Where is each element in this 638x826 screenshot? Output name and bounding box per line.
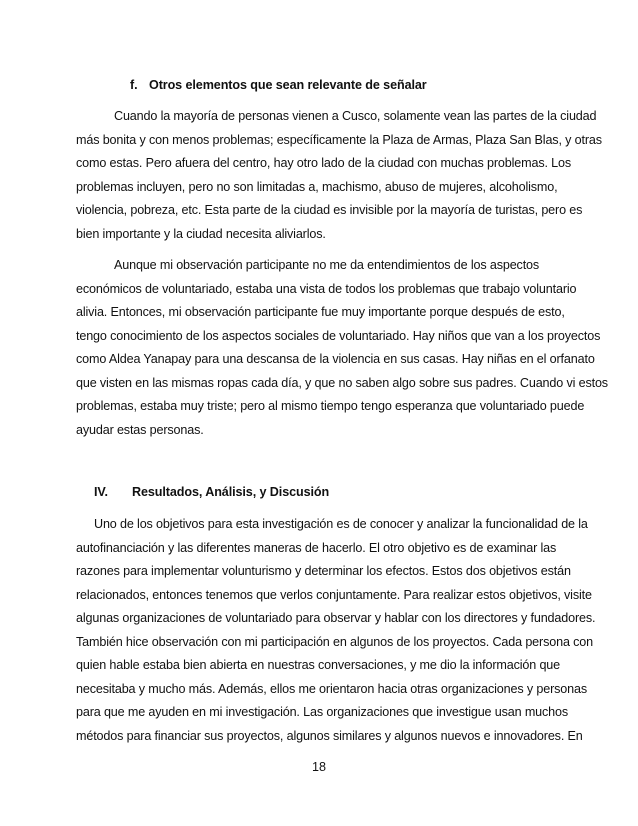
paragraph-3-line: quien hable estaba bien abierta en nuestras conversaciones, y me dio la información que (76, 658, 561, 672)
paragraph-3-line: autofinanciación y las diferentes maneras de hacerlo. El otro objetivo es de examinar las (76, 541, 557, 555)
paragraph-3-line: para que me ayuden en mi investigación. Las organizaciones que investigue usan muchos (76, 705, 569, 719)
paragraph-1-line: más bonita y con menos problemas; específicamente la Plaza de Armas, Plaza San Blas, y otras (76, 133, 602, 147)
paragraph-3-line: También hice observación con mi participación en algunos de los proyectos. Cada persona con (76, 635, 593, 649)
paragraph-2-line: ayudar estas personas. (76, 423, 204, 437)
paragraph-2-line: tengo conocimiento de los aspectos sociales de voluntariado. Hay niños que van a los proyectos (76, 329, 601, 343)
section-iv-marker: IV. (94, 485, 108, 499)
paragraph-3-line: Uno de los objetivos para esta investigación es de conocer y analizar la funcionalidad de la (94, 517, 588, 531)
paragraph-2-line: económicos de voluntariado, estaba una vista de todos los problemas que trabajo voluntario (76, 282, 577, 296)
paragraph-1-line: violencia, pobreza, etc. Esta parte de la ciudad es invisible por la mayoría de turistas, pero es (76, 203, 583, 217)
paragraph-3-line: razones para implementar volunturismo y determinar los efectos. Estos dos objetivos están (76, 564, 571, 578)
paragraph-3-line: algunas organizaciones de voluntariado para observar y hablar con los directores y fundadores. (76, 611, 596, 625)
paragraph-2-line: Aunque mi observación participante no me da entendimientos de los aspectos (114, 258, 540, 272)
section-f-marker: f. (130, 78, 138, 92)
paragraph-3-line: relacionados, entonces tenemos que verlos conjuntamente. Para realizar estos objetivos, visite (76, 588, 592, 602)
section-f-title: Otros elementos que sean relevante de señalar (149, 78, 427, 92)
paragraph-2-line: como Aldea Yanapay para una descansa de la violencia en sus casas. Hay niñas en el orfanato (76, 352, 595, 366)
paragraph-2-line: problemas, estaba muy triste; pero al mismo tiempo tengo esperanza que voluntariado puede (76, 399, 585, 413)
paragraph-3-line: métodos para financiar sus proyectos, algunos similares y algunos nuevos e innovadores. En (76, 729, 583, 743)
paragraph-1-line: Cuando la mayoría de personas vienen a Cusco, solamente vean las partes de la ciudad (114, 109, 597, 123)
section-iv-title: Resultados, Análisis, y Discusión (132, 485, 330, 499)
page-number: 18 (311, 760, 326, 774)
paragraph-1-line: problemas incluyen, pero no son limitadas a, machismo, abuso de mujeres, alcoholismo, (76, 180, 558, 194)
paragraph-3-line: necesitaba y mucho más. Además, ellos me orientaron hacia otras organizaciones y personas (76, 682, 587, 696)
paragraph-2-line: alivia. Entonces, mi observación participante fue muy importante porque después de esto, (76, 305, 565, 319)
paragraph-2-line: que visten en las mismas ropas cada día, y que no saben algo sobre sus padres. Cuando vi estos (76, 376, 608, 390)
paragraph-1-line: como estas. Pero afuera del centro, hay otro lado de la ciudad con muchas problemas. Los (76, 156, 572, 170)
paragraph-1-line: bien importante y la ciudad necesita aliviarlos. (76, 227, 326, 241)
